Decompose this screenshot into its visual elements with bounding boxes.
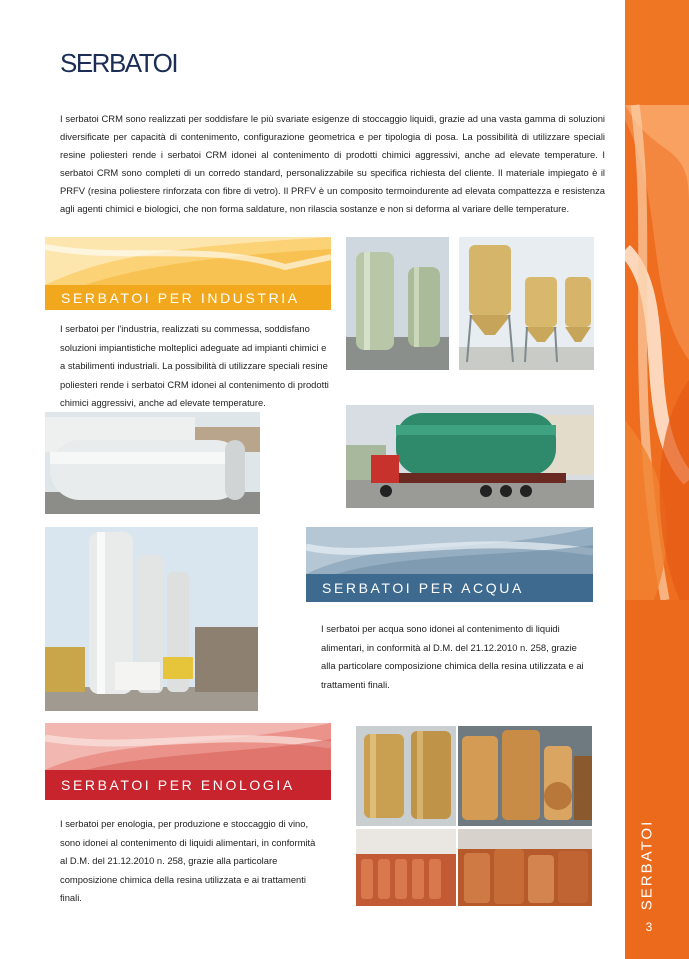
enologia-heading: SERBATOI PER ENOLOGIA [45, 770, 331, 800]
acqua-text: I serbatoi per acqua sono idonei al contenimento di liquidi alimentari, in conformità al D.M. del 21.12.2010 n. 258, grazie alla particolare composizione chimica della resina utilizzata e ai trattamenti finali. [321, 623, 584, 690]
photo-horizontal-white-tank [45, 412, 260, 514]
sidebar-label-text: SERBATOI [638, 819, 656, 911]
photo-wine-tanks-1 [356, 726, 456, 826]
acqua-band [306, 527, 593, 574]
intro-paragraph: I serbatoi CRM sono realizzati per soddisfare le più svariate esigenze di stoccaggio liquidi, grazie ad una vasta gamma di soluzioni diversificate per capacità di contenimento, configurazione geometrica e per tipologia di posa. La possibilità di utilizzare speciali resine poliesteri rende i serbatoi CRM idonei al contenimento di prodotti chimici aggressivi, anche ad elevate temperature. I serbatoi CRM sono completi di un corredo standard, personalizzabile su specifica richiesta del cliente. Il materiale impiegato è il PRFV (resina poliestere rinforzata con fibre di vetro). Il PRFV è un composito termoindurente ad elevata compattezza e resistenza agli agenti chimici e biologici, che non forma saldature, non rilascia sostanze e non si deforma al variare delle temperature. [60, 113, 605, 214]
industria-text: I serbatoi per l'industria, realizzati su commessa, soddisfano soluzioni impiantistiche molteplici adeguate ad impianti chimici e a stabilimenti industriali. La possibilità di utilizzare speciali resine poliesteri rende i serbatoi CRM idonei al contenimento di prodotti chimici aggressivi, anche ad elevate temperature. [60, 323, 329, 408]
acqua-heading: SERBATOI PER ACQUA [306, 574, 593, 602]
page-title: SERBATOI [60, 48, 178, 78]
photo-green-tank-on-truck [346, 405, 594, 508]
photo-wine-tanks-2 [458, 726, 592, 826]
photo-wine-tanks-workshop [458, 829, 592, 906]
photo-silos-on-legs [459, 237, 594, 370]
sidebar-section-label [627, 810, 667, 920]
industria-band [45, 237, 331, 285]
photo-tall-white-silos [45, 527, 258, 711]
page-number: 3 [645, 920, 653, 934]
enologia-band [45, 723, 331, 770]
industria-heading: SERBATOI PER INDUSTRIA [45, 285, 331, 310]
photo-small-wine-tanks-rows [356, 829, 456, 906]
enologia-text: I serbatoi per enologia, per produzione e stoccaggio di vino, sono idonei al contenimento di liquidi alimentari, in conformità al D.M. del 21.12.2010 n. 258, grazie alla particolare composizione chimica della resina utilizzata e ai trattamenti finali. [60, 818, 316, 903]
photo-green-vertical-tanks [346, 237, 449, 370]
